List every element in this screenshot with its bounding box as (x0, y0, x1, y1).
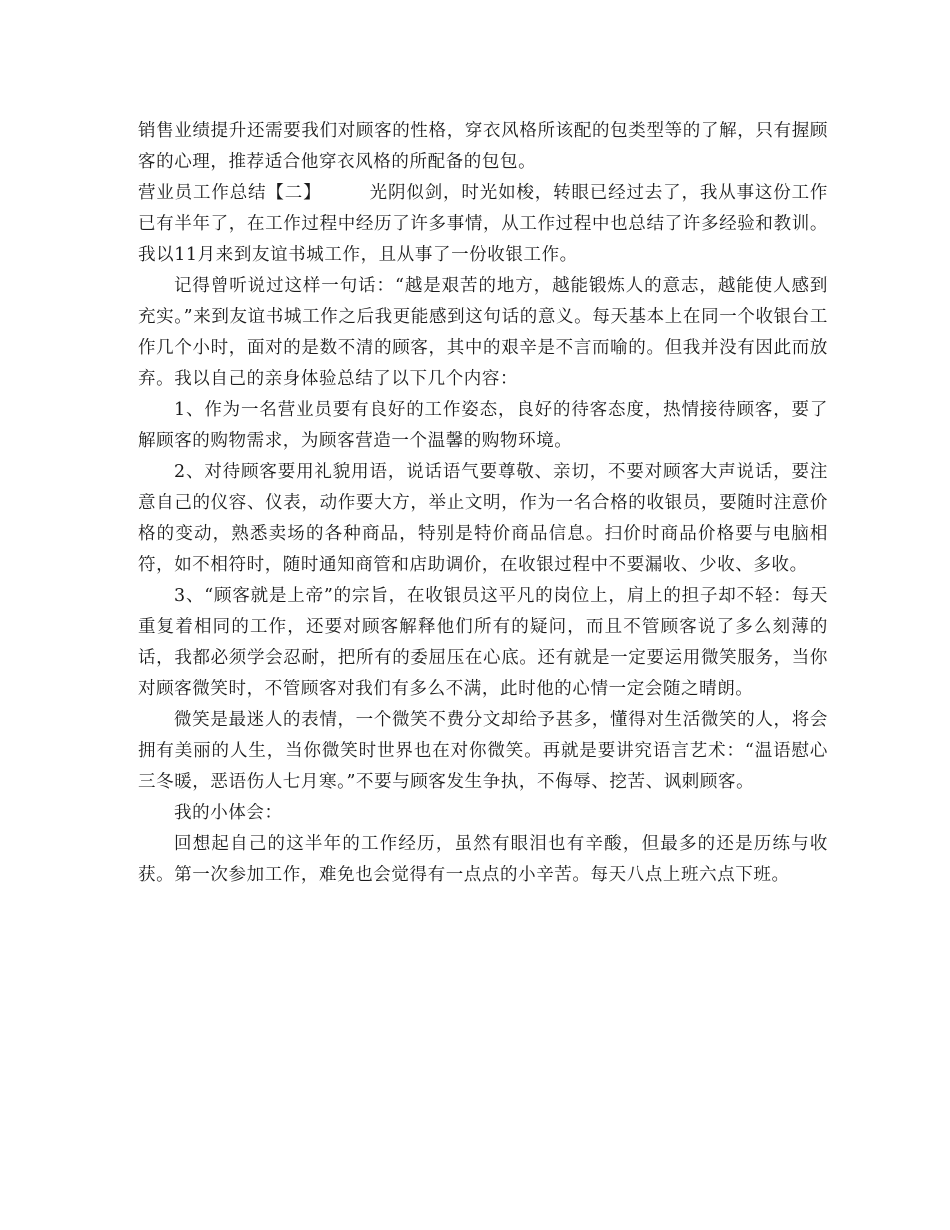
paragraph-text: 光阴似剑，时光如梭，转眼已经过去了，我从事这份工作已有半年了，在工作过程中经历了许多事情，从工作过程中也总结了许多经验和教训。我以11月来到友谊书城工作，且从事了一份收银工作。 (138, 183, 829, 265)
paragraph-subheading (138, 798, 828, 829)
paragraph-text: 销售业绩提升还需要我们对顾客的性格，穿衣风格所该配的包类型等的了解，只有握顾客的心理，推荐适合他穿衣风格的所配备的包包。 (138, 121, 828, 172)
paragraph-text: 1、作为一名营业员要有良好的工作姿态，良好的待客态度，热情接待顾客，要了解顾客的购物需求，为顾客营造一个温馨的购物环境。 (138, 400, 828, 451)
paragraph-section-two (138, 178, 828, 271)
paragraph-text: 我的小体会： (174, 803, 283, 823)
paragraph-text: 2、对待顾客要用礼貌用语，说话语气要尊敬、亲切，不要对顾客大声说话，要注意自己的仪容、仪表，动作要大方，举止文明，作为一名合格的收银员，要随时注意价格的变动，熟悉卖场的各种商品，特别是特价商品信息。扫价时商品价格要与电脑相符，如不相符时，随时通知商管和店助调价，在收银过程中不要漏收、少收、多收。 (138, 462, 828, 575)
paragraph-text: 回想起自己的这半年的工作经历，虽然有眼泪也有辛酸，但最多的还是历练与收获。第一次参加工作，难免也会觉得有一点点的小辛苦。每天八点上班六点下班。 (138, 834, 828, 885)
section-heading: 营业员工作总结【二】 (138, 183, 322, 203)
paragraph-intro (138, 116, 828, 178)
paragraph-text: 微笑是最迷人的表情，一个微笑不费分文却给予甚多，懂得对生活微笑的人，将会拥有美丽的人生，当你微笑时世界也在对你微笑。再就是要讲究语言艺术：“温语慰心三冬暖，恶语伤人七月寒。”不要与顾客发生争执，不侮辱、挖苦、讽刺顾客。 (138, 710, 828, 792)
paragraph-smile (138, 705, 828, 798)
paragraph-item-1 (138, 395, 828, 457)
paragraph-quote (138, 271, 828, 395)
paragraph-reflection (138, 829, 828, 891)
paragraph-item-2 (138, 457, 828, 581)
document-body (138, 116, 828, 891)
paragraph-item-3 (138, 581, 828, 705)
paragraph-text: 记得曾听说过这样一句话：“越是艰苦的地方，越能锻炼人的意志，越能使人感到充实。”来到友谊书城工作之后我更能感到这句话的意义。每天基本上在同一个收银台工作几个小时，面对的是数不清的顾客，其中的艰辛是不言而喻的。但我并没有因此而放弃。我以自己的亲身体验总结了以下几个内容： (138, 276, 828, 389)
paragraph-text: 3、“顾客就是上帝”的宗旨，在收银员这平凡的岗位上，肩上的担子却不轻：每天重复着相同的工作，还要对顾客解释他们所有的疑问，而且不管顾客说了多么刻薄的话，我都必须学会忍耐，把所有的委屈压在心底。还有就是一定要运用微笑服务，当你对顾客微笑时，不管顾客对我们有多么不满，此时他的心情一定会随之晴朗。 (138, 586, 828, 699)
